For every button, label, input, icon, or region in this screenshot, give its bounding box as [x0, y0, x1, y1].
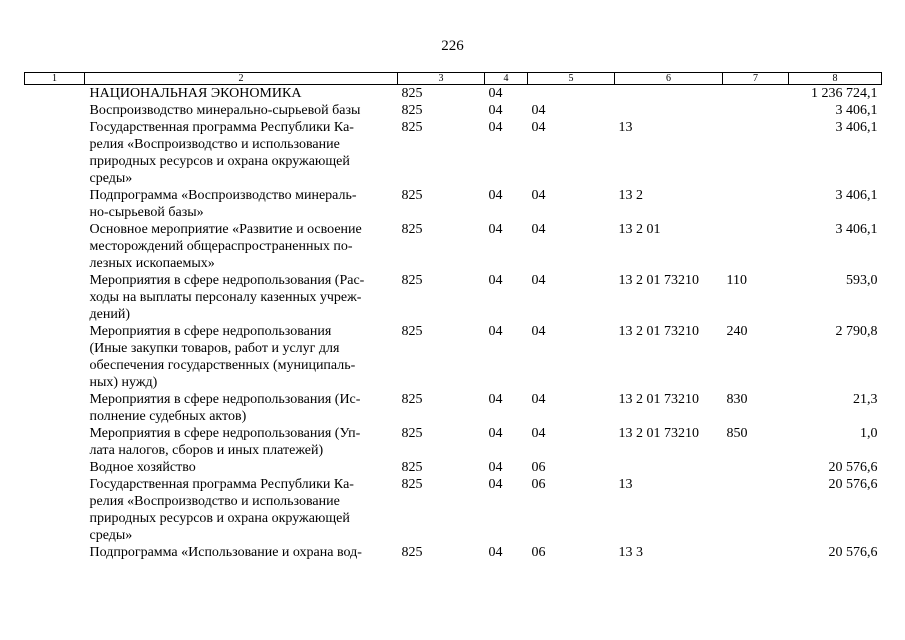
cell-description — [85, 323, 398, 391]
cell-section: 04 — [488, 545, 503, 560]
cell-amount: 3 406,1 — [835, 188, 878, 203]
cell-expense-type — [723, 102, 789, 119]
column-header: 2 — [85, 73, 398, 85]
description-line: релия «Воспроизводство и использование — [89, 137, 340, 152]
cell-ministry-code: 825 — [401, 120, 423, 135]
table-row — [25, 102, 882, 119]
cell-target-article — [615, 102, 723, 119]
cell-target-article: 13 — [618, 477, 633, 492]
description-line: Мероприятия в сфере недропользования (Ис- — [89, 392, 361, 407]
table-row — [25, 476, 882, 544]
cell-ministry-code: 825 — [401, 460, 423, 475]
cell-section: 04 — [488, 188, 503, 203]
cell-ministry-code: 825 — [401, 86, 423, 101]
cell-target-article: 13 2 — [618, 188, 643, 203]
cell-section: 04 — [488, 324, 503, 339]
cell-description — [85, 391, 398, 425]
description-line: полнение судебных актов) — [89, 409, 247, 424]
column-header: 8 — [789, 73, 882, 85]
cell-ministry-code: 825 — [401, 188, 423, 203]
description-line: Мероприятия в сфере недропользования — [89, 324, 332, 339]
cell-subsection: 04 — [531, 103, 546, 118]
cell-description — [85, 425, 398, 459]
cell-amount: 21,3 — [853, 392, 878, 407]
cell-amount: 20 576,6 — [828, 545, 878, 560]
cell-section: 04 — [488, 426, 503, 441]
cell-subsection: 06 — [531, 477, 546, 492]
cell-amount: 1 236 724,1 — [811, 86, 878, 101]
cell-expense-type — [723, 187, 789, 221]
cell-col-1 — [25, 272, 85, 323]
cell-amount: 3 406,1 — [835, 222, 878, 237]
cell-subsection: 06 — [531, 460, 546, 475]
cell-section: 04 — [488, 477, 503, 492]
cell-subsection: 04 — [531, 324, 546, 339]
cell-section: 04 — [488, 392, 503, 407]
description-line: Подпрограмма «Использование и охрана вод- — [89, 545, 362, 560]
description-line: лата налогов, сборов и иных платежей) — [89, 443, 324, 458]
cell-subsection: 06 — [531, 545, 546, 560]
description-line: Государственная программа Республики Ка- — [89, 477, 354, 492]
cell-expense-type: 240 — [726, 324, 748, 339]
cell-col-1 — [25, 425, 85, 459]
cell-amount: 2 790,8 — [835, 324, 878, 339]
description-line: среды» — [89, 171, 133, 186]
cell-description — [85, 102, 398, 119]
cell-subsection: 04 — [531, 426, 546, 441]
cell-subsection: 04 — [531, 222, 546, 237]
cell-expense-type — [723, 476, 789, 544]
description-line: Мероприятия в сфере недропользования (Уп- — [89, 426, 361, 441]
description-line: Подпрограмма «Воспроизводство минераль- — [89, 188, 357, 203]
cell-ministry-code: 825 — [401, 392, 423, 407]
description-line: природных ресурсов и охрана окружающей — [89, 154, 350, 169]
table-row — [25, 425, 882, 459]
cell-expense-type: 110 — [726, 273, 747, 288]
column-header: 4 — [485, 73, 528, 85]
cell-section: 04 — [488, 222, 503, 237]
description-line: но-сырьевой базы» — [89, 205, 204, 220]
cell-target-article: 13 2 01 73210 — [618, 273, 699, 288]
cell-col-1 — [25, 221, 85, 272]
cell-col-1 — [25, 323, 85, 391]
cell-target-article: 13 3 — [618, 545, 643, 560]
cell-col-1 — [25, 391, 85, 425]
cell-target-article: 13 — [618, 120, 633, 135]
column-header: 5 — [528, 73, 615, 85]
cell-description — [85, 221, 398, 272]
page-number: 226 — [441, 38, 464, 54]
cell-ministry-code: 825 — [401, 477, 423, 492]
cell-description — [85, 476, 398, 544]
cell-ministry-code: 825 — [401, 545, 423, 560]
cell-subsection — [528, 85, 615, 103]
cell-expense-type: 830 — [726, 392, 748, 407]
description-line: месторождений общераспространенных по- — [89, 239, 353, 254]
cell-description — [85, 544, 398, 561]
description-line: НАЦИОНАЛЬНАЯ ЭКОНОМИКА — [89, 86, 302, 101]
description-line: релия «Воспроизводство и использование — [89, 494, 340, 509]
cell-ministry-code: 825 — [401, 222, 423, 237]
description-line: обеспечения государственных (муниципаль- — [89, 358, 356, 373]
cell-ministry-code: 825 — [401, 426, 423, 441]
cell-target-article: 13 2 01 73210 — [618, 392, 699, 407]
column-header: 1 — [25, 73, 85, 85]
cell-amount: 3 406,1 — [835, 103, 878, 118]
cell-subsection: 04 — [531, 120, 546, 135]
description-line: Воспроизводство минерально-сырьевой базы — [89, 103, 361, 118]
cell-target-article: 13 2 01 73210 — [618, 324, 699, 339]
description-line: ных) нужд) — [89, 375, 158, 390]
cell-section: 04 — [488, 86, 503, 101]
cell-ministry-code: 825 — [401, 273, 423, 288]
description-line: Мероприятия в сфере недропользования (Рас- — [89, 273, 365, 288]
cell-target-article: 13 2 01 73210 — [618, 426, 699, 441]
cell-description — [85, 187, 398, 221]
cell-col-1 — [25, 476, 85, 544]
cell-target-article — [615, 85, 723, 103]
column-header: 3 — [398, 73, 485, 85]
cell-subsection: 04 — [531, 273, 546, 288]
description-line: ходы на выплаты персоналу казенных учреж- — [89, 290, 362, 305]
cell-amount: 1,0 — [860, 426, 878, 441]
cell-amount: 20 576,6 — [828, 460, 878, 475]
table-row — [25, 391, 882, 425]
table-row — [25, 459, 882, 476]
cell-expense-type — [723, 85, 789, 103]
cell-description — [85, 119, 398, 187]
cell-expense-type — [723, 221, 789, 272]
column-header: 7 — [723, 73, 789, 85]
cell-section: 04 — [488, 460, 503, 475]
description-line: Основное мероприятие «Развитие и освоение — [89, 222, 362, 237]
table-body — [25, 85, 882, 562]
cell-subsection: 04 — [531, 188, 546, 203]
table-row — [25, 221, 882, 272]
cell-expense-type — [723, 544, 789, 561]
cell-expense-type — [723, 119, 789, 187]
cell-amount: 593,0 — [846, 273, 878, 288]
cell-col-1 — [25, 119, 85, 187]
table-row — [25, 272, 882, 323]
cell-col-1 — [25, 187, 85, 221]
cell-description — [85, 85, 398, 103]
cell-target-article — [615, 459, 723, 476]
column-header: 6 — [615, 73, 723, 85]
cell-col-1 — [25, 102, 85, 119]
budget-table — [24, 72, 882, 561]
cell-col-1 — [25, 85, 85, 103]
cell-section: 04 — [488, 103, 503, 118]
column-header-row — [25, 73, 882, 85]
cell-amount: 20 576,6 — [828, 477, 878, 492]
cell-description — [85, 272, 398, 323]
description-line: Государственная программа Республики Ка- — [89, 120, 354, 135]
table-row — [25, 187, 882, 221]
cell-description — [85, 459, 398, 476]
description-line: лезных ископаемых» — [89, 256, 215, 271]
cell-subsection: 04 — [531, 392, 546, 407]
cell-col-1 — [25, 459, 85, 476]
table-row — [25, 85, 882, 103]
description-line: природных ресурсов и охрана окружающей — [89, 511, 350, 526]
description-line: Водное хозяйство — [89, 460, 196, 475]
cell-col-1 — [25, 544, 85, 561]
cell-amount: 3 406,1 — [835, 120, 878, 135]
description-line: дений) — [89, 307, 130, 322]
cell-ministry-code: 825 — [401, 324, 423, 339]
cell-section: 04 — [488, 120, 503, 135]
cell-expense-type — [723, 459, 789, 476]
table-row — [25, 544, 882, 561]
cell-section: 04 — [488, 273, 503, 288]
description-line: среды» — [89, 528, 133, 543]
table-row — [25, 119, 882, 187]
cell-ministry-code: 825 — [401, 103, 423, 118]
table-row — [25, 323, 882, 391]
cell-expense-type: 850 — [726, 426, 748, 441]
description-line: (Иные закупки товаров, работ и услуг для — [89, 341, 340, 356]
cell-target-article: 13 2 01 — [618, 222, 661, 237]
